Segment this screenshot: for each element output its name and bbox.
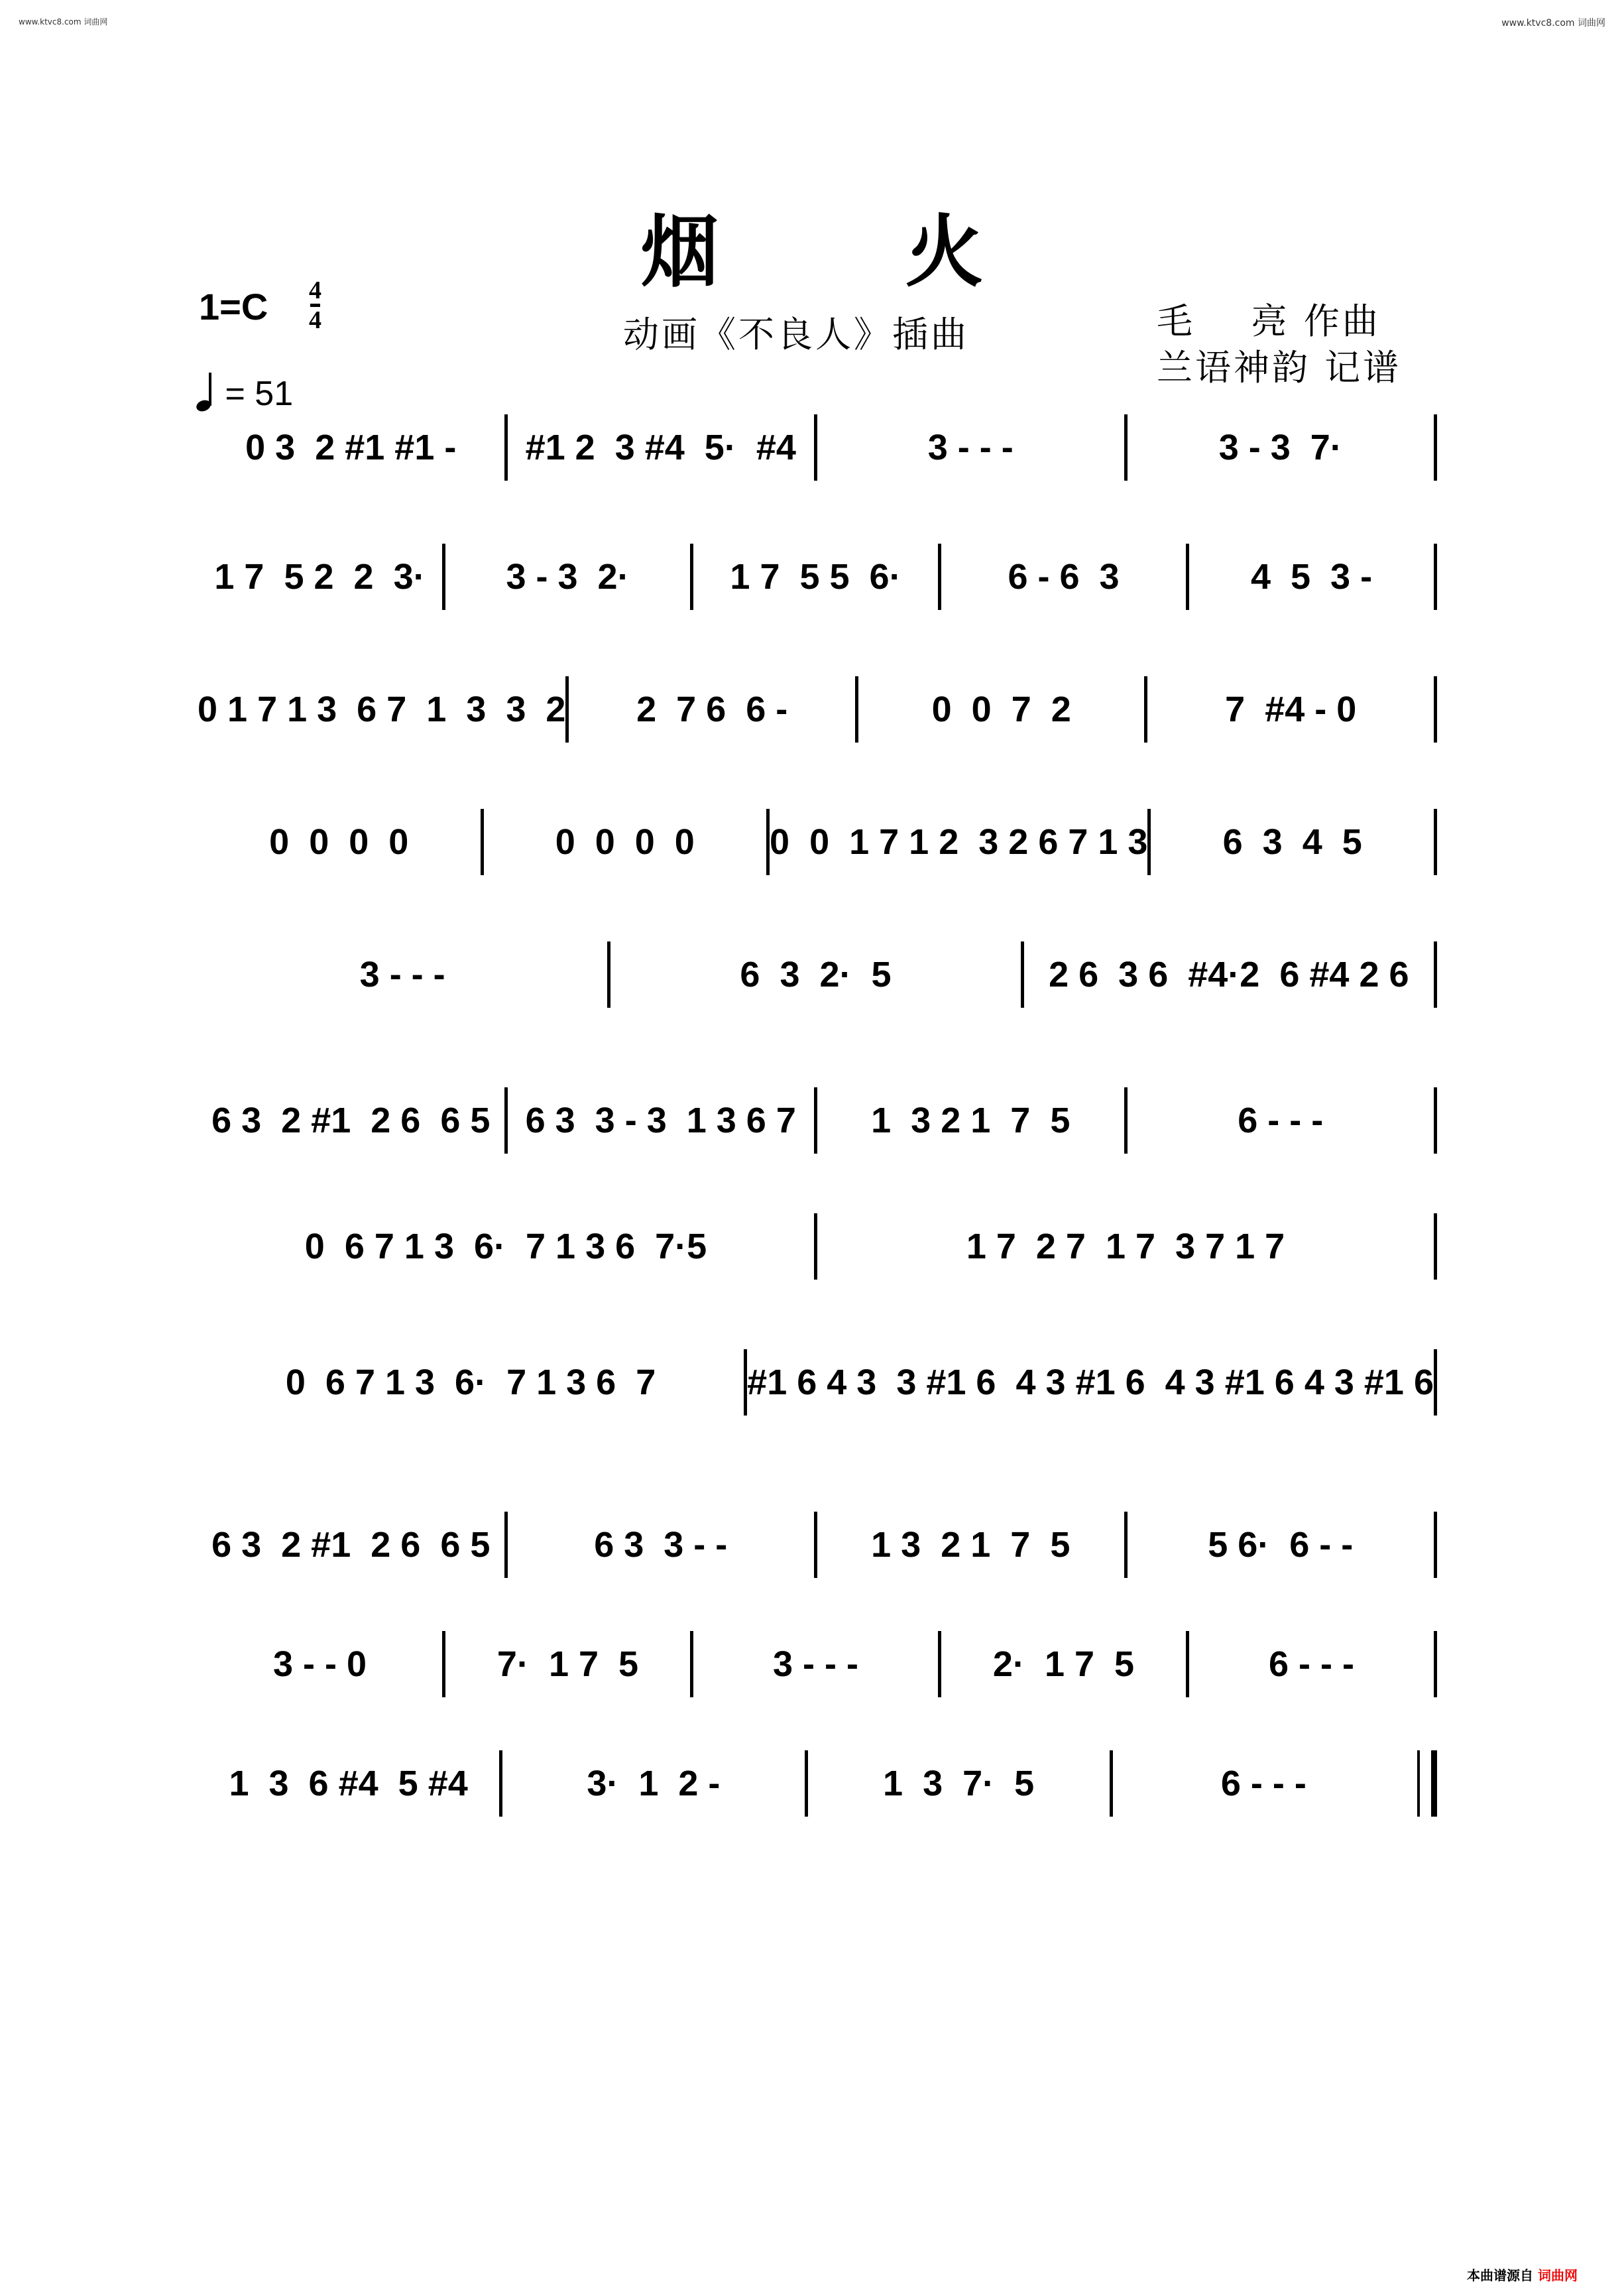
measure: [198, 1644, 442, 1685]
transcriber-credit: 兰语神韵 记谱: [1157, 347, 1402, 389]
score-line: [198, 1750, 1437, 1817]
measure-notes: 3 - - -: [773, 1644, 858, 1684]
measure-notes: 0 6 7 1 3 6· 7 1 3 6 7: [285, 1362, 656, 1402]
measure: [198, 1100, 504, 1141]
measure-notes: 3 - - -: [359, 955, 445, 995]
score-line: [198, 544, 1437, 610]
measure: [610, 954, 1020, 995]
score-line: [198, 1512, 1437, 1578]
measure: [508, 427, 815, 468]
measure: [1128, 1100, 1434, 1141]
barline: [1434, 1087, 1437, 1154]
measure-notes: 0 1 7 1 3 6 7 1 3 3 2: [198, 690, 566, 729]
measure: [508, 1100, 815, 1141]
measure: [198, 689, 565, 730]
measure-notes: 0 0 7 2: [931, 690, 1071, 729]
site-watermark-top-right: www.ktvc8.com 词曲网: [1501, 18, 1605, 29]
measure: [198, 1226, 814, 1267]
measure: [1024, 954, 1434, 995]
measure-notes: 1 3 2 1 7 5: [871, 1525, 1071, 1565]
time-signature: [309, 277, 321, 333]
measure: [1128, 1524, 1434, 1565]
measure: [941, 556, 1186, 597]
measure: [198, 427, 504, 468]
composer-credit: 毛 亮 作曲: [1157, 300, 1381, 342]
measure-notes: 6 - - -: [1238, 1101, 1324, 1140]
score-line: [198, 1213, 1437, 1280]
measure: [1128, 427, 1434, 468]
measure-notes: 0 3 2 #1 #1 -: [245, 428, 457, 467]
measure: [198, 1362, 744, 1403]
measure-notes: 1 7 2 7 1 7 3 7 1 7: [966, 1227, 1285, 1266]
score-line: [198, 809, 1437, 875]
measure: [941, 1644, 1186, 1685]
measure-notes: 6 - 6 3: [1008, 557, 1120, 597]
measure-notes: 7 #4 - 0: [1225, 690, 1357, 729]
measure: [198, 1524, 504, 1565]
key-signature: 1=C: [199, 286, 268, 328]
barline: [1434, 1213, 1437, 1280]
barline: [1434, 1512, 1437, 1578]
measure: [508, 1524, 815, 1565]
measure-notes: 6 - - -: [1220, 1764, 1306, 1803]
measure-notes: 6 3 4 5: [1222, 822, 1362, 862]
measure-notes: 2· 1 7 5: [992, 1644, 1135, 1684]
measure-notes: 6 3 2 #1 2 6 6 5: [211, 1525, 491, 1565]
measure-notes: 1 7 5 2 2 3·: [214, 557, 426, 597]
barline: [1434, 544, 1437, 610]
measure: [1147, 689, 1434, 730]
measure: [198, 1763, 499, 1804]
measure-notes: 6 3 2· 5: [740, 955, 892, 995]
measure: [808, 1763, 1110, 1804]
measure: [198, 556, 442, 597]
measure: [747, 1362, 1434, 1403]
measure-notes: 2 6 3 6 #4·2 6 #4 2 6: [1049, 955, 1409, 995]
side-watermark-right: [1615, 27, 1621, 2267]
footer-source: [1467, 2265, 1578, 2284]
barline: [1434, 1631, 1437, 1697]
measure-notes: 7· 1 7 5: [496, 1644, 639, 1684]
measure: [1189, 556, 1434, 597]
measure-notes: 3 - - -: [927, 428, 1014, 467]
measure: [1151, 821, 1434, 863]
measure-notes: 1 3 7· 5: [883, 1764, 1035, 1803]
measure: [693, 1644, 938, 1685]
score-line: [198, 1631, 1437, 1697]
measure: [858, 689, 1145, 730]
footer-site: 词曲网: [1538, 2267, 1578, 2283]
measure-notes: 0 0 0 0: [269, 822, 409, 862]
score-line: [198, 676, 1437, 743]
measure: [770, 821, 1147, 863]
barline: [1434, 414, 1437, 481]
barline: [1434, 1349, 1437, 1416]
footer-label: 本曲谱源自: [1467, 2267, 1534, 2283]
barline: [1434, 676, 1437, 743]
score-line: [198, 941, 1437, 1008]
measure-notes: 0 0 0 0: [555, 822, 695, 862]
measure: [817, 427, 1124, 468]
measure-notes: #1 2 3 #4 5· #4: [525, 428, 796, 467]
measure-notes: 3· 1 2 -: [587, 1764, 721, 1803]
time-signature-bottom: 4: [309, 306, 321, 334]
measure-notes: 6 - - -: [1269, 1644, 1354, 1684]
measure: [569, 689, 855, 730]
measure-notes: 0 6 7 1 3 6· 7 1 3 6 7·5: [304, 1227, 707, 1266]
measure-notes: 4 5 3 -: [1250, 557, 1373, 597]
measure: [484, 821, 767, 863]
measure: [502, 1763, 804, 1804]
measure: [198, 821, 481, 863]
measure-notes: 3 - 3 2·: [506, 557, 630, 597]
measure: [198, 954, 607, 995]
measure: [445, 556, 690, 597]
measure-notes: 3 - 3 7·: [1218, 428, 1342, 467]
measure: [693, 556, 938, 597]
score-line: [198, 414, 1437, 481]
measure-notes: 1 3 6 #4 5 #4: [229, 1764, 468, 1803]
measure: [1189, 1644, 1434, 1685]
measure-notes: 5 6· 6 - -: [1208, 1525, 1354, 1565]
barline: [1434, 941, 1437, 1008]
score-line: [198, 1349, 1437, 1416]
measure-notes: 1 7 5 5 6·: [730, 557, 901, 597]
side-watermark-left: [3, 27, 9, 2267]
measure: [817, 1524, 1124, 1565]
final-barline: [1417, 1750, 1437, 1817]
song-title: 烟 火: [640, 206, 1063, 298]
measure-notes: 1 3 2 1 7 5: [871, 1101, 1071, 1140]
measure: [1113, 1763, 1415, 1804]
subtitle: 动画《不良人》插曲: [623, 314, 969, 355]
measure-notes: 6 3 2 #1 2 6 6 5: [211, 1101, 491, 1140]
measure-notes: 2 7 6 6 -: [636, 690, 788, 729]
measure: [445, 1644, 690, 1685]
tempo-value: = 51: [225, 375, 294, 414]
score-line: [198, 1087, 1437, 1154]
tempo-marking: [196, 371, 293, 421]
measure-notes: 3 - - 0: [272, 1644, 367, 1684]
measure: [817, 1226, 1434, 1267]
measure-notes: #1 6 4 3 3 #1 6 4 3 #1 6 4 3 #1 6 4 3 #1 6: [747, 1362, 1434, 1402]
site-watermark-top-left: www.ktvc8.com 词曲网: [19, 17, 108, 27]
measure-notes: 6 3 3 - 3 1 3 6 7: [525, 1101, 796, 1140]
time-signature-top: 4: [309, 276, 321, 304]
measure-notes: 0 0 1 7 1 2 3 2 6 7 1 3: [770, 822, 1148, 862]
measure: [817, 1100, 1124, 1141]
measure-notes: 6 3 3 - -: [594, 1525, 728, 1565]
quarter-note-icon: [196, 371, 215, 421]
barline: [1434, 809, 1437, 875]
